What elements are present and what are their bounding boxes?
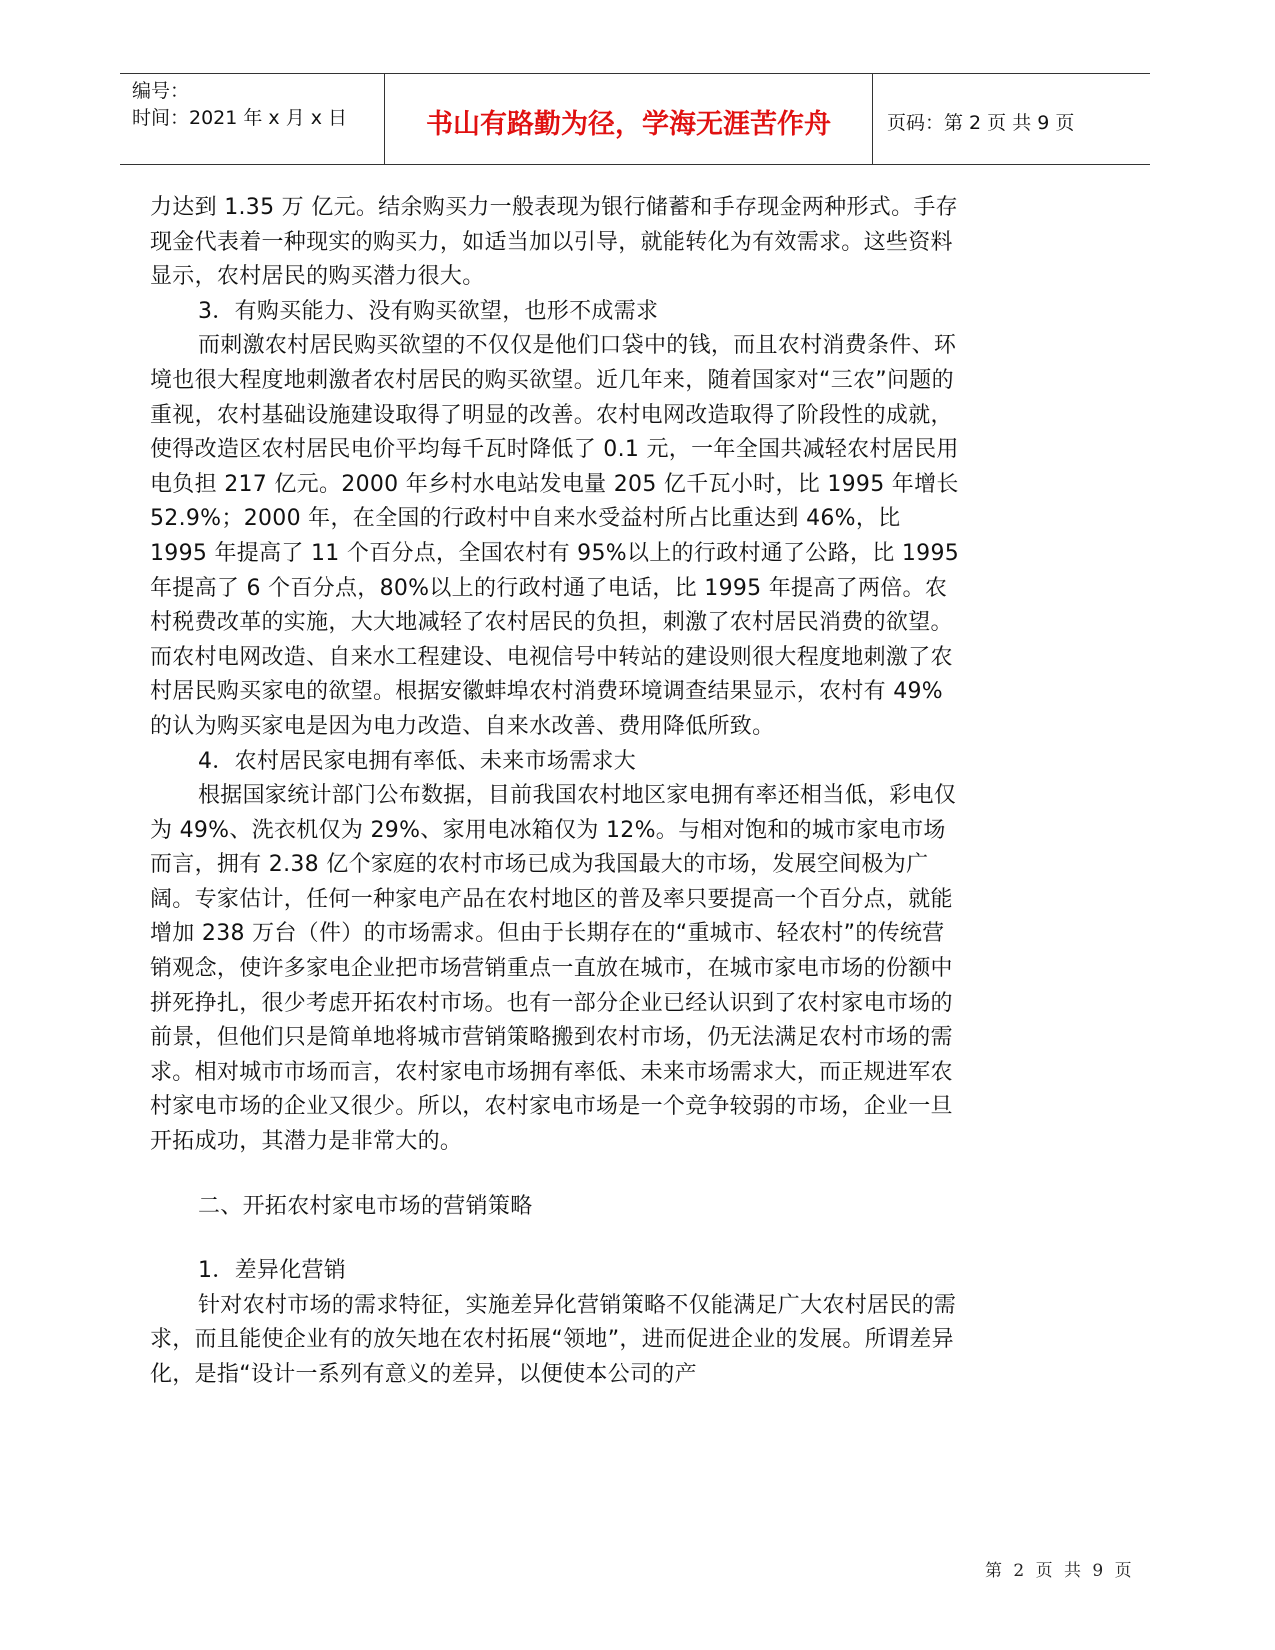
section-heading: 二、开拓农村家电市场的营销策略: [198, 1193, 533, 1219]
page-footer: 第 2 页 共 9 页: [985, 1561, 1132, 1581]
paragraph: 而刺激农村居民购买欲望的不仅仅是他们口袋中的钱，而且农村消费条件、环境也很大程度地刺激者农村居民的购买欲望。近几年来，随着国家对“三农”问题的重视，农村基础设施建设取得了明显的改善。农村电网改造取得了阶段性的成就，使得改造区农村居民电价平均每千瓦时降低了 0.1 元，一年全国共减轻农村居民用电负担 217 亿元。2000 年乡村水电站发电量 205 亿千瓦小时，比 1995 年增长 52.9%；2000 年，在全国的行政村中自来水受益村所占比重达到 46%，比 1995 年提高了 11 个百分点，全国农村有 95%以上的行政村通了公路，比 1995 年提高了 6 个百分点，80%以上的行政村通了电话，比 1995 年提高了两倍。农村税费改革的实施，大大地减轻了农村居民的负担，刺激了农村居民消费的欲望。而农村电网改造、自来水工程建设、电视信号中转站的建设则很大程度地刺激了农村居民购买家电的欲望。根据安徽蚌埠农村消费环境调查结果显示，农村有 49%的认为购买家电是因为电力改造、自来水改善、费用降低所致。: [150, 333, 960, 739]
document-time-label: 时间：2021 年 x 月 x 日: [132, 107, 348, 129]
header-info: [120, 74, 385, 164]
paragraph: 力达到 1.35 万 亿元。结余购买力一般表现为银行储蓄和手存现金两种形式。手存现金代表着一种现实的购买力，如适当加以引导，就能转化为有效需求。这些资料显示，农村居民的购买潜力很大。: [150, 195, 958, 290]
document-body: [150, 191, 962, 1393]
header-page-number: 页码：第 2 页 共 9 页: [887, 111, 1075, 134]
subheading-3: 3．有购买能力、没有购买欲望，也形不成需求: [198, 298, 659, 324]
subheading-1: 1．差异化营销: [198, 1258, 347, 1284]
document-number-label: 编号：: [132, 80, 190, 102]
page-header: [120, 73, 1150, 165]
subheading-4: 4．农村居民家电拥有率低、未来市场需求大: [198, 748, 636, 774]
paragraph: 根据国家统计部门公布数据，目前我国农村地区家电拥有率还相当低，彩电仅为 49%、洗衣机仅为 29%、家用电冰箱仅为 12%。与相对饱和的城市家电市场而言，拥有 2.38 亿个家庭的农村市场已成为我国最大的市场，发展空间极为广阔。专家估计，任何一种家电产品在农村地区的普及率只要提高一个百分点，就能增加 238 万台（件）的市场需求。但由于长期存在的“重城市、轻农村”的传统营销观念，使许多家电企业把市场营销重点一直放在城市，在城市家电市场的份额中拼死挣扎，很少考虑开拓农村市场。也有一部分企业已经认识到了农村家电市场的前景，但他们只是简单地将城市营销策略搬到农村市场，仍无法满足农村市场的需求。相对城市市场而言，农村家电市场拥有率低、未来市场需求大，而正规进军农村家电市场的企业又很少。所以，农村家电市场是一个竞争较弱的市场，企业一旦开拓成功，其潜力是非常大的。: [150, 783, 957, 1155]
header-motto: 书山有路勤为径，学海无涯苦作舟: [385, 74, 873, 164]
paragraph: 针对农村市场的需求特征，实施差异化营销策略不仅能满足广大农村居民的需求，而且能使企业有的放矢地在农村拓展“领地”，进而促进企业的发展。所谓差异化，是指“设计一系列有意义的差异，以便使本公司的产: [150, 1292, 957, 1387]
